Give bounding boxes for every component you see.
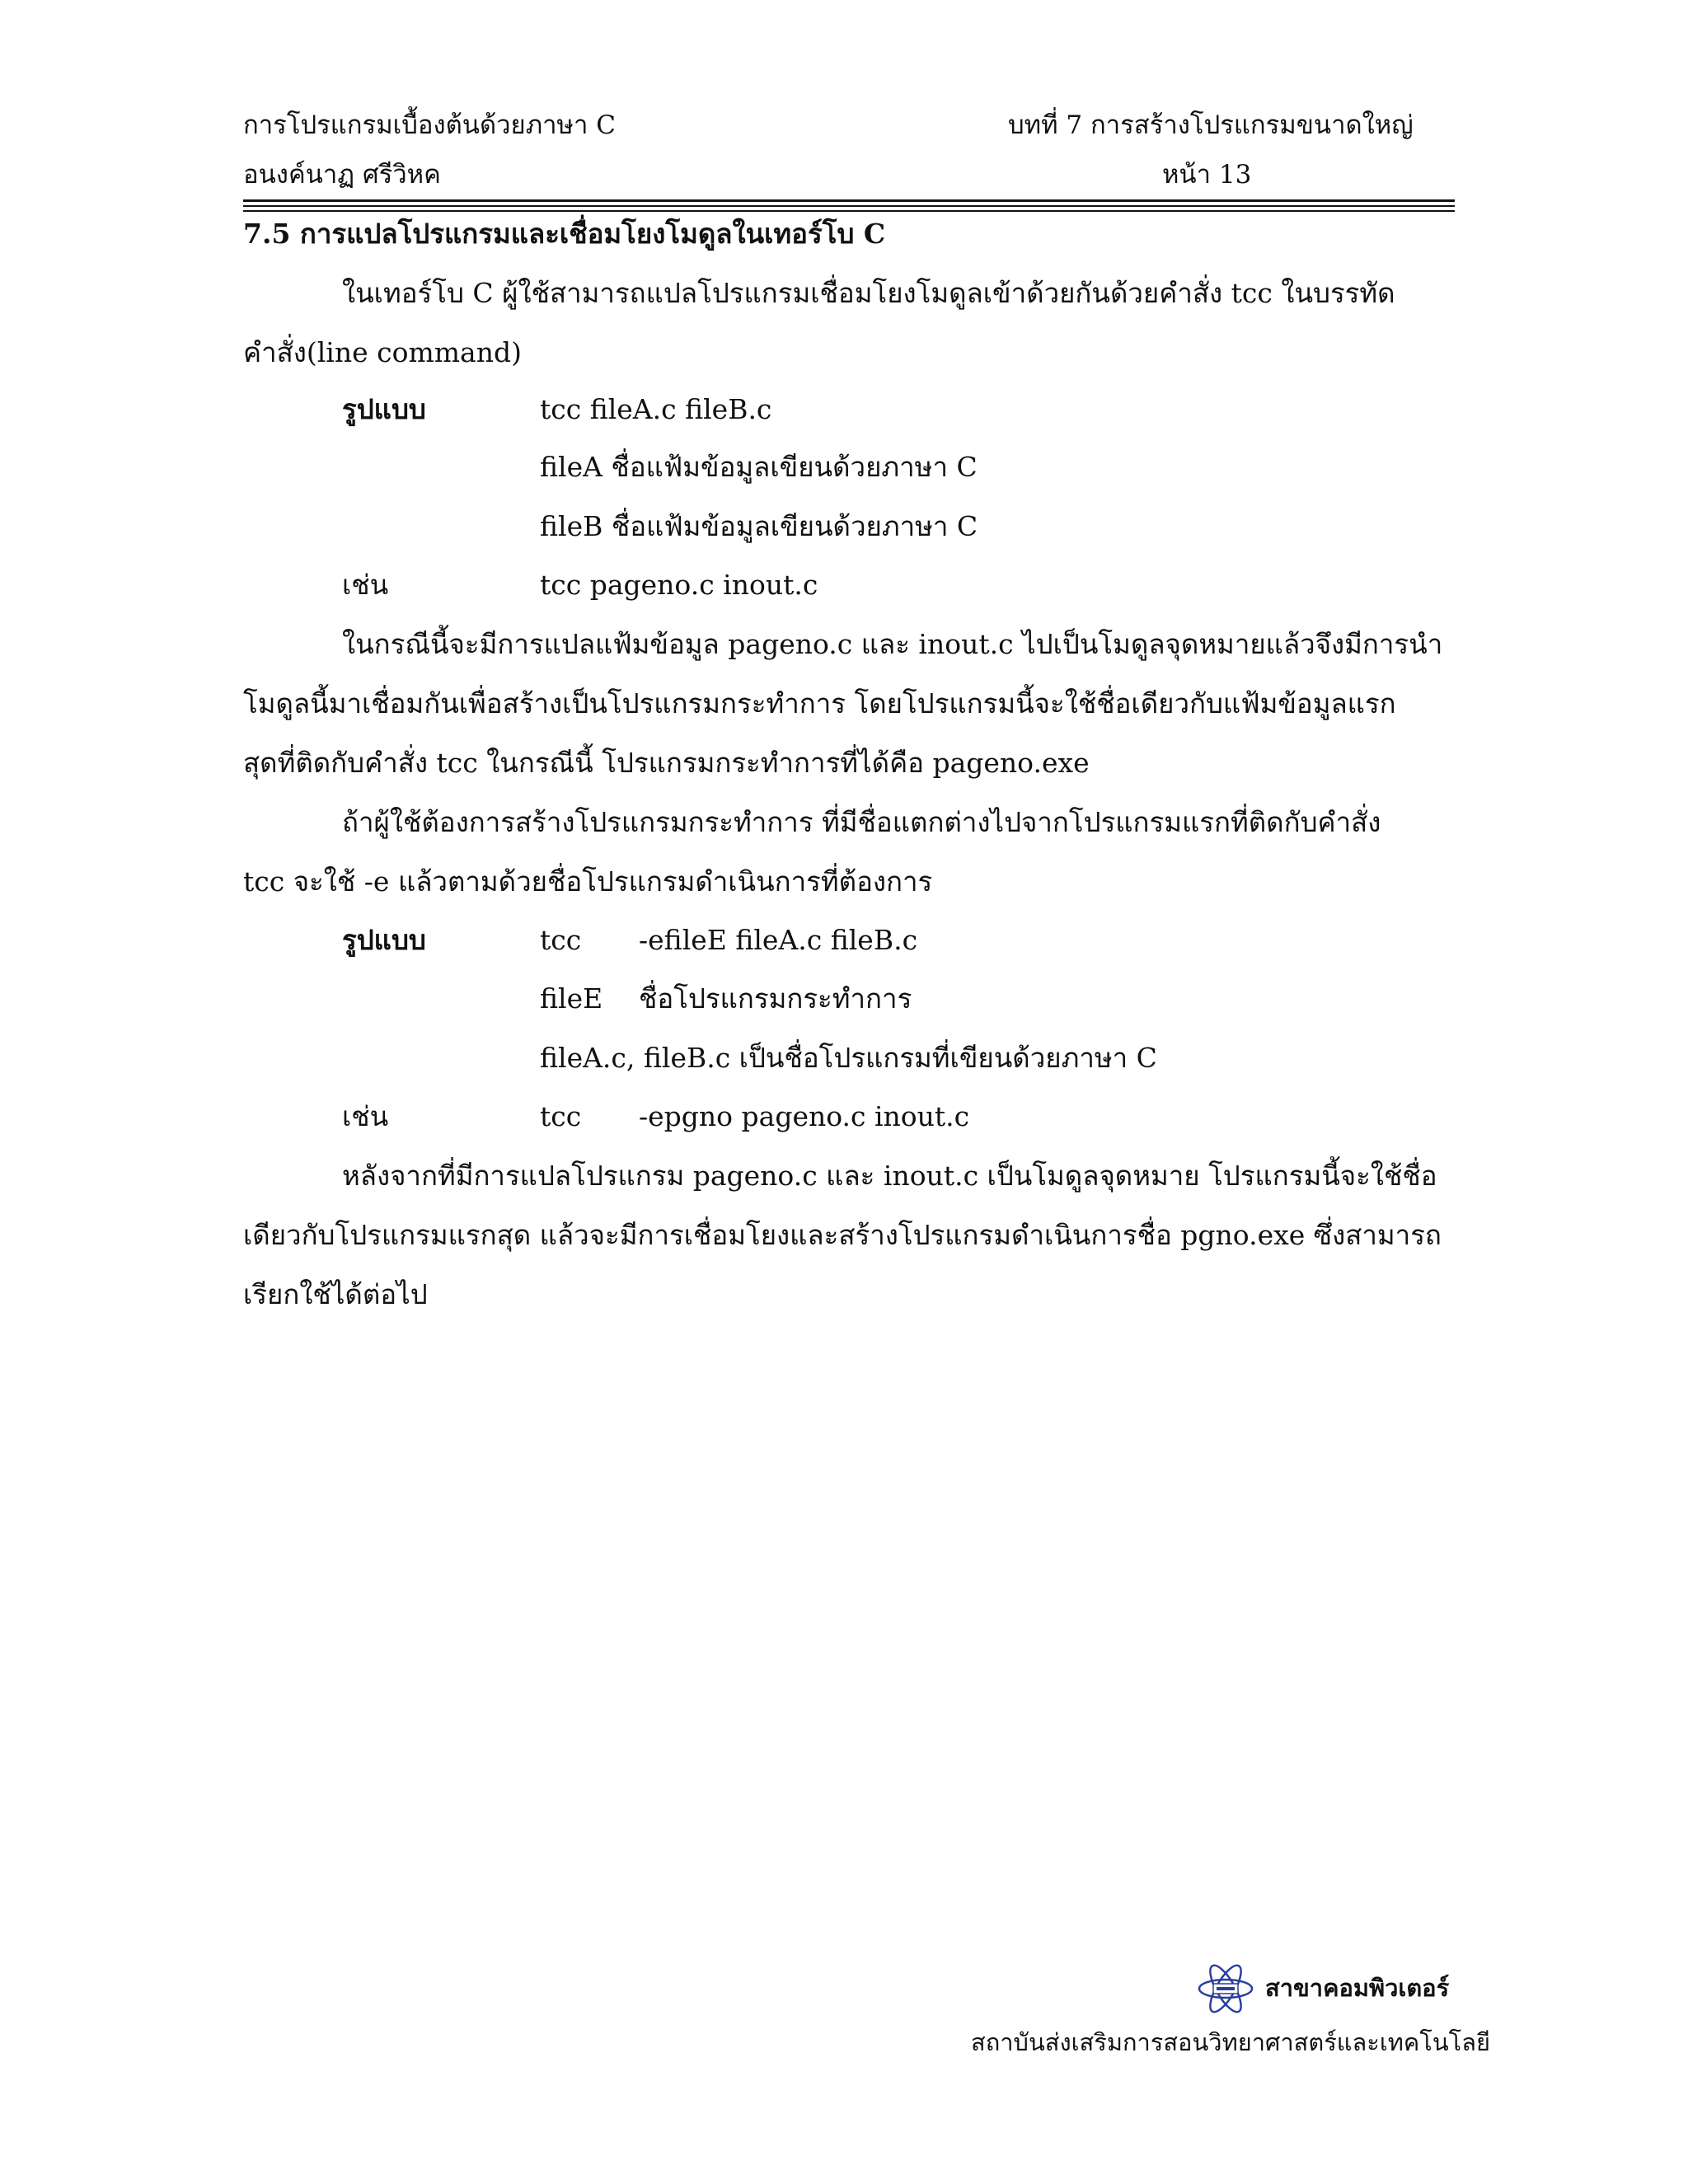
example-command: tcc	[540, 1100, 582, 1132]
ipst-atom-logo-icon	[1197, 1960, 1254, 2018]
header-book-title: การโปรแกรมเบื้องต้นด้วยภาษา C	[243, 110, 616, 140]
footer-institute: สถาบันส่งเสริมการสอนวิทยาศาสตร์และเทคโนโลยี	[971, 2028, 1490, 2056]
paragraph-line: หลังจากที่มีการแปลโปรแกรม pageno.c และ inout.c เป็นโมดูลจุดหมาย โปรแกรมนี้จะใช้ชื่อ	[342, 1160, 1437, 1192]
format-label: รูปแบบ	[342, 924, 426, 956]
header-rule-bottom	[243, 210, 1455, 212]
paragraph-line: สุดที่ติดกับคำสั่ง tcc ในกรณีนี้ โปรแกรมกระทำการที่ได้คือ pageno.exe	[243, 747, 1090, 779]
paragraph-line: ในกรณีนี้จะมีการแปลแฟ้มข้อมูล pageno.c และ inout.c ไปเป็นโมดูลจุดหมายแล้วจึงมีการนำ	[342, 628, 1443, 660]
format-description: fileB ชื่อแฟ้มข้อมูลเขียนด้วยภาษา C	[540, 510, 978, 542]
example-label: เช่น	[342, 569, 389, 601]
header-rule-top	[243, 199, 1455, 202]
paragraph-line: เดียวกับโปรแกรมแรกสุด แล้วจะมีการเชื่อมโยงและสร้างโปรแกรมดำเนินการชื่อ pgno.exe ซึ่งสามารถ	[243, 1219, 1442, 1251]
paragraph-line: ถ้าผู้ใช้ต้องการสร้างโปรแกรมกระทำการ ที่มีชื่อแตกต่างไปจากโปรแกรมแรกที่ติดกับคำสั่ง	[342, 806, 1381, 838]
format-name-description: ชื่อโปรแกรมกระทำการ	[639, 982, 912, 1015]
format-label: รูปแบบ	[342, 393, 426, 425]
header-page-number: หน้า 13	[1162, 160, 1252, 190]
format-name: fileE	[540, 982, 603, 1015]
paragraph-line: ในเทอร์โบ C ผู้ใช้สามารถแปลโปรแกรมเชื่อมโยงโมดูลเข้าด้วยกันด้วยคำสั่ง tcc ในบรรทัด	[342, 277, 1395, 309]
header-chapter: บทที่ 7 การสร้างโปรแกรมขนาดใหญ่	[1008, 110, 1414, 140]
paragraph-line: เรียกใช้ได้ต่อไป	[243, 1278, 428, 1310]
format-arguments: -efileE fileA.c fileB.c	[639, 924, 918, 956]
paragraph-line: tcc จะใช้ -e แล้วตามด้วยชื่อโปรแกรมดำเนินการที่ต้องการ	[243, 865, 933, 898]
header-rule-middle	[243, 205, 1455, 207]
section-title: 7.5 การแปลโปรแกรมและเชื่อมโยงโมดูลในเทอร์โบ C	[243, 218, 886, 250]
paragraph-line: โมดูลนี้มาเชื่อมกันเพื่อสร้างเป็นโปรแกรมกระทำการ โดยโปรแกรมนี้จะใช้ชื่อเดียวกับแฟ้มข้อมูลแรก	[243, 687, 1396, 719]
example-label: เช่น	[342, 1100, 389, 1132]
header-author: อนงค์นาฏ ศรีวิหค	[243, 160, 441, 190]
paragraph-line: คำสั่ง(line command)	[243, 336, 522, 368]
paragraph-e-option	[243, 793, 1430, 912]
paragraph-compile-explanation	[243, 615, 1443, 793]
example-command: tcc pageno.c inout.c	[540, 569, 818, 601]
example-arguments: -epgno pageno.c inout.c	[639, 1100, 970, 1132]
format-syntax: tcc fileA.c fileB.c	[540, 393, 772, 425]
paragraph-intro	[243, 264, 1430, 382]
format-command: tcc	[540, 924, 582, 956]
format-description: fileA.c, fileB.c เป็นชื่อโปรแกรมที่เขียนด้วยภาษา C	[540, 1042, 1157, 1074]
footer-department: สาขาคอมพิวเตอร์	[1265, 1974, 1450, 2002]
paragraph-result	[243, 1146, 1442, 1324]
format-description: fileA ชื่อแฟ้มข้อมูลเขียนด้วยภาษา C	[540, 451, 978, 483]
